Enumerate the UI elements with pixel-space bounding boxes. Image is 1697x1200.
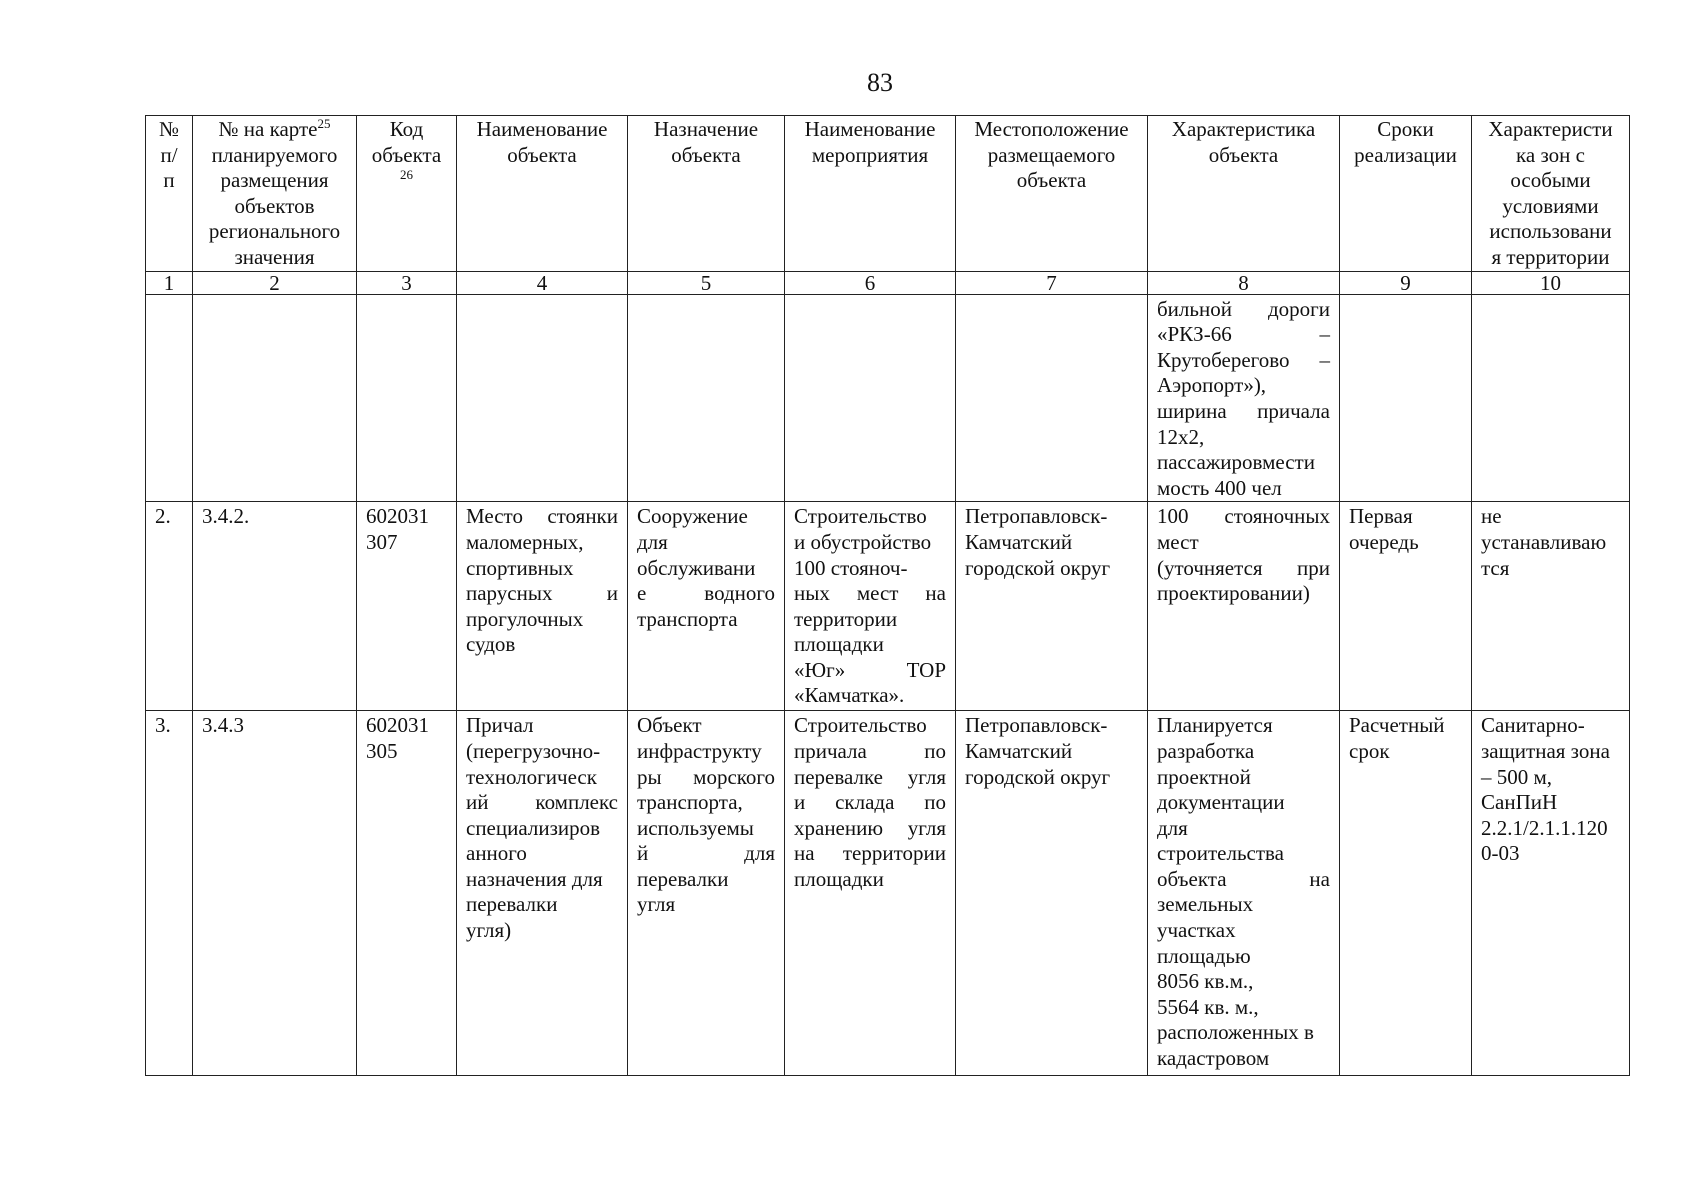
cell-text-line: Сооружение	[637, 504, 748, 529]
cell-text-line: планируемого	[211, 142, 338, 167]
cell-text-line: Камчатский	[965, 738, 1073, 763]
cell-text-line: Наименование	[804, 117, 936, 141]
cell-text-line: мероприятия	[811, 142, 929, 167]
cell-text-line: использовани	[1489, 219, 1612, 244]
cell-text-line: 602031	[366, 504, 429, 529]
header-col-7	[956, 116, 1148, 272]
cell-text-line: Причал	[466, 713, 534, 738]
object-name-cell	[457, 711, 628, 1076]
location-cell	[956, 294, 1148, 502]
column-number: 10	[1472, 271, 1630, 294]
cell-text-line: кадастровом	[1157, 1046, 1270, 1071]
zone-characteristic-cell	[1472, 711, 1630, 1076]
cell-text-line: очередь	[1349, 529, 1419, 554]
cell-text-line: особыми	[1510, 168, 1591, 193]
object-purpose-cell	[628, 711, 785, 1076]
cell-text-line: площадки	[794, 632, 884, 657]
cell-text-line: пассажировмести	[1157, 450, 1315, 475]
cell-text-line: спортивных	[466, 555, 574, 580]
cell-text-line: е водного	[637, 581, 775, 606]
footnote-ref-26: 26	[400, 167, 413, 183]
cell-text-line: причала по	[794, 738, 946, 763]
cell-text-line: ных мест на	[794, 581, 946, 606]
header-col-6	[785, 116, 956, 272]
table-header-row	[146, 116, 1630, 272]
cell-text-line: объекта на	[1157, 866, 1330, 891]
cell-text-line: объекта	[371, 142, 442, 167]
object-characteristic-cell	[1148, 294, 1340, 502]
cell-text-line: проектной	[1157, 764, 1251, 789]
cell-text-line: строительства	[1157, 841, 1285, 866]
cell-text-line: для	[1157, 815, 1188, 840]
column-number: 3	[357, 271, 457, 294]
cell-text-line: площадью	[1157, 943, 1251, 968]
cell-text-line: Местоположение	[974, 117, 1129, 141]
cell-text-line: обслуживани	[637, 555, 756, 580]
header-col-2	[193, 116, 357, 272]
cell-text-line: регионального	[208, 219, 341, 244]
cell-text-line: Санитарно-	[1481, 713, 1585, 738]
cell-text-line: 12х2,	[1157, 424, 1205, 449]
cell-text-line: судов	[466, 632, 516, 657]
cell-text-line: (уточняется при	[1157, 555, 1330, 580]
cell-text-line: устанавливаю	[1481, 529, 1607, 554]
cell-text-line: срок	[1349, 738, 1390, 763]
cell-text-line: «РКЗ-66 –	[1157, 322, 1330, 347]
cell-text-line: используемы	[637, 815, 754, 840]
cell-text-line: Назначение	[653, 117, 759, 141]
cell-text-line: и обустройство	[794, 529, 932, 554]
cell-text-line: Место стоянки	[466, 504, 618, 529]
column-number: 8	[1148, 271, 1340, 294]
cell-text-line: ий комплекс	[466, 790, 618, 815]
cell-text-line: транспорта,	[637, 790, 743, 815]
footnote-ref-25: 25	[317, 116, 331, 131]
location-cell	[956, 502, 1148, 711]
cell-text-line: перевалке угля	[794, 764, 946, 789]
cell-text-line: Характеристика	[1171, 117, 1316, 141]
object-purpose-cell	[628, 502, 785, 711]
cell-text-line: п	[163, 168, 175, 193]
cell-text-line: мест	[1157, 529, 1199, 554]
header-col-1	[146, 116, 193, 272]
map-number-cell: 3.4.2.	[193, 502, 357, 711]
object-name-cell	[457, 502, 628, 711]
object-purpose-cell	[628, 294, 785, 502]
deadline-cell	[1340, 294, 1472, 502]
cell-text-line: Строительство	[794, 504, 927, 529]
cell-text-line: Аэропорт»),	[1157, 373, 1267, 398]
cell-text-line: анного	[466, 841, 527, 866]
cell-text-line: специализиров	[466, 815, 601, 840]
table-row	[146, 502, 1630, 711]
column-number: 4	[457, 271, 628, 294]
cell-text-line: я территории	[1491, 244, 1610, 269]
cell-text-line: разработка	[1157, 738, 1255, 763]
planned-objects-table	[145, 115, 1630, 1076]
cell-text-line: защитная зона	[1481, 738, 1610, 763]
cell-text-line: прогулочных	[466, 606, 584, 631]
header-col-2-title: № на карте	[218, 117, 318, 141]
cell-text-line: условиями	[1502, 193, 1599, 218]
cell-text-line: хранению угля	[794, 815, 946, 840]
cell-text-line: площадки	[794, 866, 884, 891]
cell-text-line: городской округ	[965, 764, 1111, 789]
cell-text-line: перевалки	[466, 892, 558, 917]
cell-text-line: транспорта	[637, 606, 738, 631]
cell-text-line: (перегрузочно-	[466, 738, 601, 763]
column-number: 6	[785, 271, 956, 294]
cell-text-line: й для	[637, 841, 775, 866]
cell-text-line: 8056 кв.м.,	[1157, 969, 1254, 994]
location-cell	[956, 711, 1148, 1076]
cell-text-line: объектов	[234, 193, 315, 218]
header-col-5	[628, 116, 785, 272]
cell-text-line: участках	[1157, 918, 1236, 943]
column-number: 2	[193, 271, 357, 294]
cell-text-line: объекта	[671, 142, 741, 167]
cell-text-line: размещения	[220, 168, 329, 193]
cell-text-line: 100 стояноч-	[794, 555, 908, 580]
cell-text-line: «Юг» ТОР	[794, 657, 946, 682]
cell-text-line: реализации	[1354, 142, 1457, 167]
cell-text-line: инфраструкту	[637, 738, 762, 763]
cell-text-line: парусных и	[466, 581, 618, 606]
cell-text-line: мость 400 чел	[1157, 475, 1282, 500]
cell-text-line: Крутоберегово –	[1157, 347, 1330, 372]
cell-text-line: Камчатский	[965, 529, 1073, 554]
cell-text-line: городской округ	[965, 555, 1111, 580]
page-number: 83	[867, 68, 893, 97]
cell-text-line: не	[1481, 504, 1502, 529]
cell-text-line: Характеристи	[1488, 117, 1613, 141]
cell-text-line: проектировании)	[1157, 581, 1310, 606]
cell-text-line: №	[158, 117, 180, 141]
object-code-cell	[357, 711, 457, 1076]
cell-text-line: угля)	[466, 918, 512, 943]
cell-text-line: «Камчатка».	[794, 683, 905, 708]
cell-text-line: Первая	[1349, 504, 1413, 529]
row-number-cell: 3.	[146, 711, 193, 1076]
cell-text-line: Петропавловск-	[965, 713, 1108, 738]
column-number-row	[146, 271, 1630, 294]
column-number: 7	[956, 271, 1148, 294]
deadline-cell	[1340, 711, 1472, 1076]
map-number-cell	[193, 294, 357, 502]
cell-text-line: 307	[366, 529, 398, 554]
column-number: 1	[146, 271, 193, 294]
cell-text-line: 2.2.1/2.1.1.120	[1481, 815, 1608, 840]
object-code-cell	[357, 294, 457, 502]
header-col-8	[1148, 116, 1340, 272]
header-col-9	[1340, 116, 1472, 272]
cell-text-line: Сроки	[1377, 117, 1434, 141]
header-col-3	[357, 116, 457, 272]
cell-text-line: объекта	[507, 142, 577, 167]
cell-text-line: технологическ	[466, 764, 597, 789]
cell-text-line: земельных	[1157, 892, 1254, 917]
cell-text-line: Строительство	[794, 713, 927, 738]
header-col-10	[1472, 116, 1630, 272]
cell-text-line: Объект	[637, 713, 702, 738]
map-number-cell: 3.4.3	[193, 711, 357, 1076]
cell-text-line: Петропавловск-	[965, 504, 1108, 529]
measure-name-cell	[785, 294, 956, 502]
cell-text-line: маломерных,	[466, 529, 584, 554]
cell-text-line: – 500 м,	[1481, 764, 1553, 789]
deadline-cell	[1340, 502, 1472, 711]
cell-text-line: расположенных в	[1157, 1020, 1314, 1045]
row-number-cell	[146, 294, 193, 502]
cell-text-line: и склада по	[794, 790, 946, 815]
cell-text-line: тся	[1481, 555, 1510, 580]
cell-text-line: 0-03	[1481, 841, 1520, 866]
cell-text-line: угля	[637, 892, 676, 917]
object-name-cell	[457, 294, 628, 502]
table-row	[146, 711, 1630, 1076]
zone-characteristic-cell	[1472, 502, 1630, 711]
cell-text-line: значения	[234, 244, 315, 269]
cell-text-line: СанПиН	[1481, 790, 1558, 815]
cell-text-line: объекта	[1016, 168, 1087, 193]
cell-text-line: территории	[794, 606, 898, 631]
measure-name-cell	[785, 502, 956, 711]
row-number-cell: 2.	[146, 502, 193, 711]
column-number: 9	[1340, 271, 1472, 294]
cell-text-line: размещаемого	[987, 142, 1116, 167]
cell-text-line: ры морского	[637, 764, 775, 789]
cell-text-line: 602031	[366, 713, 429, 738]
column-number: 5	[628, 271, 785, 294]
cell-text-line: на территории	[794, 841, 946, 866]
cell-text-line: Наименование	[476, 117, 608, 141]
cell-text-line: 100 стояночных	[1157, 504, 1330, 529]
cell-text-line: назначения для	[466, 866, 603, 891]
cell-text-line: бильной дороги	[1157, 296, 1330, 321]
cell-text-line: объекта	[1208, 142, 1279, 167]
cell-text-line: для	[637, 529, 668, 554]
header-col-4	[457, 116, 628, 272]
measure-name-cell	[785, 711, 956, 1076]
object-code-cell	[357, 502, 457, 711]
header-col-2-rest	[202, 143, 347, 271]
cell-text-line: Код	[389, 117, 424, 141]
object-characteristic-cell	[1148, 502, 1340, 711]
object-characteristic-cell	[1148, 711, 1340, 1076]
cell-text-line: п/	[160, 142, 178, 167]
table-row-continued	[146, 294, 1630, 502]
cell-text-line: перевалки	[637, 866, 729, 891]
zone-characteristic-cell	[1472, 294, 1630, 502]
cell-text-line: Расчетный	[1349, 713, 1445, 738]
cell-text-line: ка зон с	[1516, 142, 1585, 167]
cell-text-line: ширина причала	[1157, 398, 1330, 423]
cell-text-line: 305	[366, 738, 398, 763]
cell-text-line: Планируется	[1157, 713, 1273, 738]
cell-text-line: 5564 кв. м.,	[1157, 994, 1259, 1019]
cell-text-line: документации	[1157, 790, 1285, 815]
header-col-3-title	[366, 117, 447, 168]
